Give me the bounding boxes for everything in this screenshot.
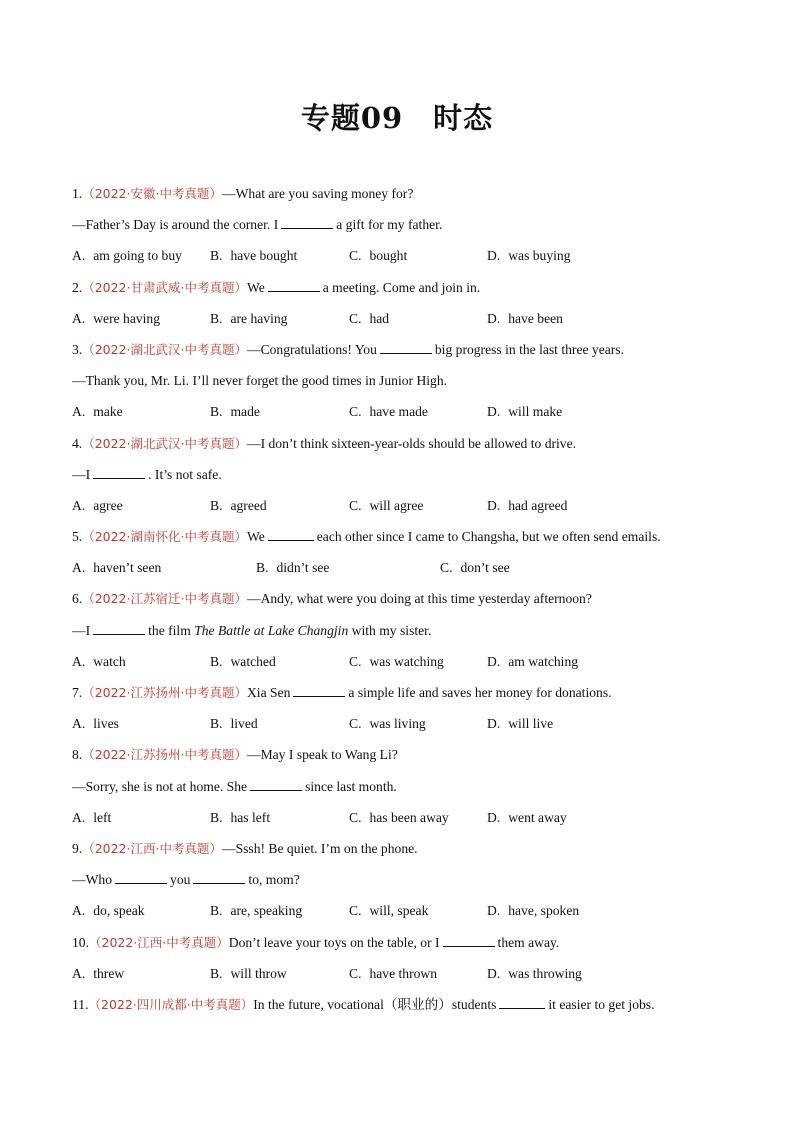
option-d: D. went away — [487, 809, 567, 825]
option-c: C. bought — [349, 248, 408, 264]
question-source: （2022·江西·中考真题） — [82, 840, 222, 856]
option-b: B. made — [210, 404, 260, 420]
option-c: C. will agree — [349, 497, 424, 513]
option-b: B. have bought — [210, 248, 298, 264]
question-stem: 2.（2022·甘肃武威·中考真题）We a meeting. Come and join in. — [72, 279, 481, 295]
option-d: D. will live — [487, 716, 554, 732]
option-a: A. lives — [72, 716, 119, 732]
option-b: B. are having — [210, 310, 288, 326]
option-c: C. was living — [349, 716, 426, 732]
answer-blank — [281, 217, 333, 229]
answer-blank — [380, 342, 432, 354]
options-row — [72, 716, 732, 747]
question-source: （2022·江苏宿迁·中考真题） — [82, 591, 247, 607]
question-stem: 6.（2022·江苏宿迁·中考真题）—Andy, what were you doing at this time yesterday afternoon? — [72, 591, 592, 607]
option-c: C. had — [349, 310, 390, 326]
option-b: B. watched — [210, 653, 276, 669]
option-a: A. were having — [72, 310, 161, 326]
option-a: A. haven’t seen — [72, 560, 162, 576]
option-d: D. will make — [487, 404, 563, 420]
answer-blank — [250, 779, 302, 791]
options-row — [72, 560, 732, 591]
option-b: B. has left — [210, 809, 271, 825]
question-source: （2022·甘肃武威·中考真题） — [82, 279, 247, 295]
question-source: （2022·安徽·中考真题） — [82, 186, 222, 201]
question-source: （2022·湖北武汉·中考真题） — [82, 341, 247, 357]
option-a: A. threw — [72, 965, 125, 981]
question-stem: 9.（2022·江西·中考真题）—Sssh! Be quiet. I’m on the phone. — [72, 840, 418, 856]
question-stem: 5.（2022·湖南怀化·中考真题）We each other since I came to Changsha, but we often send emails. — [72, 529, 661, 545]
page-title — [0, 96, 794, 137]
question-stem: 3.（2022·湖北武汉·中考真题）—Congratulations! You big progress in the last three years. — [72, 341, 624, 357]
question-line: —I . It’s not safe. — [72, 466, 222, 482]
options-row — [72, 810, 732, 841]
options-row — [72, 311, 732, 342]
question-line: —I the film The Battle at Lake Changjin with my sister. — [72, 622, 432, 638]
option-c: C. was watching — [349, 653, 444, 669]
option-c: C. will, speak — [349, 903, 429, 919]
option-b: B. are, speaking — [210, 903, 303, 919]
title-sub: 时态 — [433, 101, 494, 135]
title-main: 专题09 — [300, 101, 404, 135]
question-stem: 11.（2022·四川成都·中考真题）In the future, vocational（职业的）students it easier to get jobs. — [72, 996, 655, 1012]
answer-blank — [293, 685, 345, 697]
option-c: C. has been away — [349, 809, 449, 825]
options-row — [72, 248, 732, 279]
option-c: C. have made — [349, 404, 428, 420]
question-line: —Thank you, Mr. Li. I’ll never forget the good times in Junior High. — [72, 373, 448, 389]
options-row — [72, 404, 732, 435]
answer-blank — [193, 872, 245, 884]
film-title: The Battle at Lake Changjin — [194, 622, 349, 638]
option-d: D. was throwing — [487, 965, 582, 981]
question-source: （2022·江苏扬州·中考真题） — [82, 685, 247, 700]
option-a: A. left — [72, 809, 112, 825]
option-d: D. am watching — [487, 653, 579, 669]
question-source: （2022·江西·中考真题） — [89, 934, 229, 950]
option-a: A. watch — [72, 653, 126, 669]
question-stem: 4.（2022·湖北武汉·中考真题）—I don’t think sixteen-year-olds should be allowed to drive. — [72, 435, 577, 451]
options-row — [72, 966, 732, 997]
option-d: D. have, spoken — [487, 903, 580, 919]
answer-blank — [443, 935, 495, 947]
question-source: （2022·湖北武汉·中考真题） — [82, 435, 247, 451]
answer-blank — [93, 623, 145, 635]
option-c: C. have thrown — [349, 965, 438, 981]
answer-blank — [268, 280, 320, 292]
answer-blank — [115, 872, 167, 884]
question-line: —Sorry, she is not at home. She since last month. — [72, 778, 397, 794]
question-source: （2022·湖南怀化·中考真题） — [82, 529, 247, 545]
option-a: A. do, speak — [72, 903, 145, 919]
option-d: D. had agreed — [487, 497, 568, 513]
question-source: （2022·江苏扬州·中考真题） — [82, 747, 247, 763]
option-b: B. didn’t see — [256, 560, 330, 576]
options-row — [72, 903, 732, 934]
question-line: —Who you to, mom? — [72, 872, 300, 888]
option-d: D. was buying — [487, 248, 571, 264]
answer-blank — [268, 529, 314, 541]
question-stem: 8.（2022·江苏扬州·中考真题）—May I speak to Wang Li? — [72, 747, 398, 763]
question-stem: 1.（2022·安徽·中考真题）—What are you saving money for? — [72, 186, 414, 201]
option-d: D. have been — [487, 310, 563, 326]
option-b: B. agreed — [210, 497, 267, 513]
option-a: A. make — [72, 404, 123, 420]
answer-blank — [93, 467, 145, 479]
options-row — [72, 498, 732, 529]
question-source: （2022·四川成都·中考真题） — [88, 996, 254, 1012]
question-list — [72, 186, 732, 1028]
options-row — [72, 654, 732, 685]
question-stem: 7.（2022·江苏扬州·中考真题）Xia Sen a simple life and saves her money for donations. — [72, 685, 612, 700]
option-b: B. lived — [210, 716, 258, 732]
answer-blank — [499, 997, 545, 1009]
question-stem: 10.（2022·江西·中考真题）Don’t leave your toys on the table, or I them away. — [72, 934, 560, 950]
question-line: —Father’s Day is around the corner. I a gift for my father. — [72, 217, 443, 233]
option-a: A. am going to buy — [72, 248, 182, 264]
option-b: B. will throw — [210, 965, 287, 981]
option-c: C. don’t see — [440, 560, 510, 576]
option-a: A. agree — [72, 497, 123, 513]
